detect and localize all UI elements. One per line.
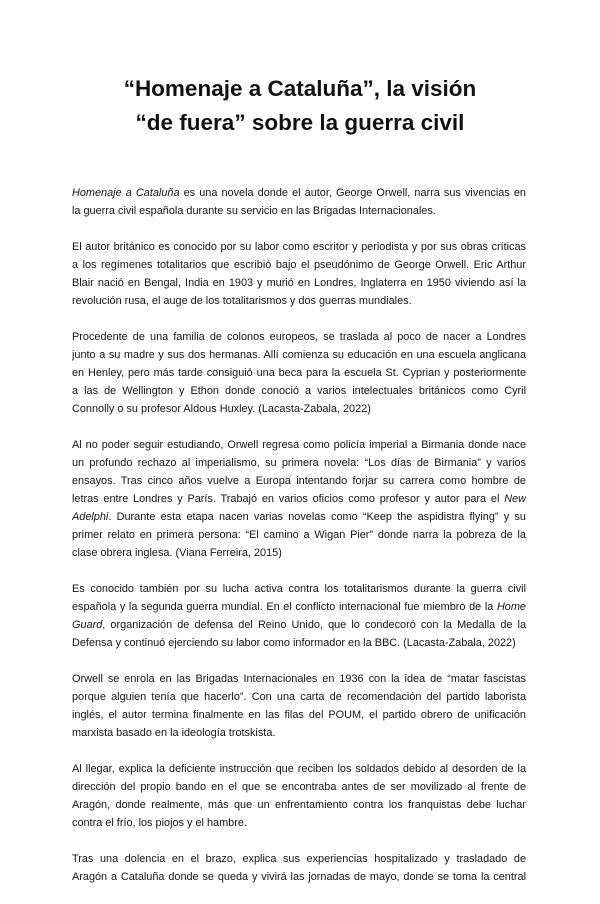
text-line: a los regímenes totalitarios que escribió bajo el pseudónimo de George Orwell. Eric Arthur bbox=[72, 259, 526, 271]
text-line: porque alguien tenía que hacerlo”. Con una carta de recomendación del partido laborista bbox=[72, 691, 526, 703]
text-line: clase obrera inglesa. (Viana Ferreira, 2015) bbox=[72, 547, 282, 559]
text-line: El autor británico es conocido por su labor como escritor y periodista y por sus obras críticas bbox=[72, 241, 526, 253]
text-line: Aragón, donde realmente, más que un enfrentamiento contra los franquistas debe luchar bbox=[72, 799, 526, 811]
paragraph-origins bbox=[72, 328, 526, 418]
text-line: la guerra civil española durante su servicio en las Brigadas Internacionales. bbox=[72, 205, 436, 217]
text-line: primer relato en primera persona: “El camino a Wigan Pier” donde narra la pobreza de la bbox=[72, 529, 526, 541]
text-line: revolución rusa, el auge de los totalitarismos y dos guerras mundiales. bbox=[72, 295, 412, 307]
text-line: Al no poder seguir estudiando, Orwell regresa como policía imperial a Birmania donde nace bbox=[72, 439, 526, 451]
text-line: en Henley, pero más tarde consiguió una beca para la escuela St. Cyprian y posteriormente bbox=[72, 367, 526, 379]
paragraph-totalitarianism bbox=[72, 580, 526, 652]
text-line: Al llegar, explica la deficiente instrucción que reciben los soldados debido al desorden de la bbox=[72, 763, 526, 775]
text-span: es una novela donde el autor, George Orwell, narra sus vivencias en bbox=[179, 187, 526, 199]
text-line: Tras una dolencia en el brazo, explica sus experiencias hospitalizado y trasladado de bbox=[72, 853, 526, 865]
text-line: junto a su madre y sus dos hermanas. Allí comienza su educación en una escuela anglicana bbox=[72, 349, 526, 361]
text-line bbox=[72, 616, 526, 634]
text-line: ensayos. Tras cinco años vuelve a Europa intentando forjar su carrera como hombre de bbox=[72, 475, 526, 487]
paragraph-intro bbox=[72, 184, 526, 220]
text-line: marxista basado en la ideología trotskista. bbox=[72, 727, 276, 739]
text-line: contra el frío, los piojos y el hambre. bbox=[72, 817, 247, 829]
text-line bbox=[72, 490, 526, 508]
magazine-title-cont: Adelphi bbox=[72, 511, 109, 523]
article-body bbox=[72, 184, 526, 904]
text-line: dirección del propio bando en el que se encontraba antes de ser movilizado al frente de bbox=[72, 781, 526, 793]
text-line: inglés, el autor termina finalmente en las filas del POUM, el partido obrero de unificación bbox=[72, 709, 526, 721]
text-line: Es conocido también por su lucha activa contra los totalitarismos durante la guerra civil bbox=[72, 583, 526, 595]
text-line: Blair nació en Bengal, India en 1903 y murió en Londres, Inglaterra en 1950 viviendo así la bbox=[72, 277, 526, 289]
paragraph-burma bbox=[72, 436, 526, 562]
text-line bbox=[72, 184, 526, 202]
book-title: Homenaje a Cataluña bbox=[72, 187, 180, 199]
text-line bbox=[72, 508, 526, 526]
magazine-title: New bbox=[504, 493, 526, 505]
text-line: Procedente de una familia de colonos europeos, se traslada al poco de nacer a Londres bbox=[72, 331, 526, 343]
text-line: Orwell se enrola en las Brigadas Internacionales en 1936 con la idea de “matar fascistas bbox=[72, 673, 526, 685]
page-title bbox=[40, 72, 560, 140]
text-line: Connolly o su profesor Aldous Huxley. (Lacasta-Zabala, 2022) bbox=[72, 403, 371, 415]
text-span: letras entre Londres y París. Trabajó en varios oficios como profesor y autor para el bbox=[72, 493, 505, 505]
paragraph-arrival bbox=[72, 760, 526, 832]
text-line bbox=[72, 598, 526, 616]
organization-title: Home bbox=[496, 601, 526, 613]
title-line-1: “Homenaje a Cataluña”, la visión bbox=[123, 76, 477, 101]
text-line: un profundo rechazo al imperialismo, su primera novela: “Los días de Birmania” y varios bbox=[72, 457, 526, 469]
text-line: Aragón a Cataluña donde se queda y vivirá las jornadas de mayo, donde se toma la central bbox=[72, 871, 526, 883]
text-span: , organización de defensa del Reino Unido, que lo condecoró con la Medalla de la bbox=[102, 619, 526, 631]
text-line: a las de Wellington y Ethon donde conoció a varios intelectuales británicos como Cyril bbox=[72, 385, 526, 397]
paragraph-author bbox=[72, 238, 526, 310]
text-span: española y la segunda guerra mundial. En el conflicto internacional fue miembro de la bbox=[72, 601, 497, 613]
title-line-2: “de fuera” sobre la guerra civil bbox=[135, 110, 465, 135]
text-line: Defensa y continuó ejerciendo su labor como informador en la BBC. (Lacasta-Zabala, 2022) bbox=[72, 637, 516, 649]
organization-title-cont: Guard bbox=[72, 619, 103, 631]
text-span: . Durante esta etapa nacen varias novelas como “Keep the aspidistra flying” y su bbox=[108, 511, 526, 523]
paragraph-brigades bbox=[72, 670, 526, 742]
paragraph-injury bbox=[72, 850, 526, 886]
